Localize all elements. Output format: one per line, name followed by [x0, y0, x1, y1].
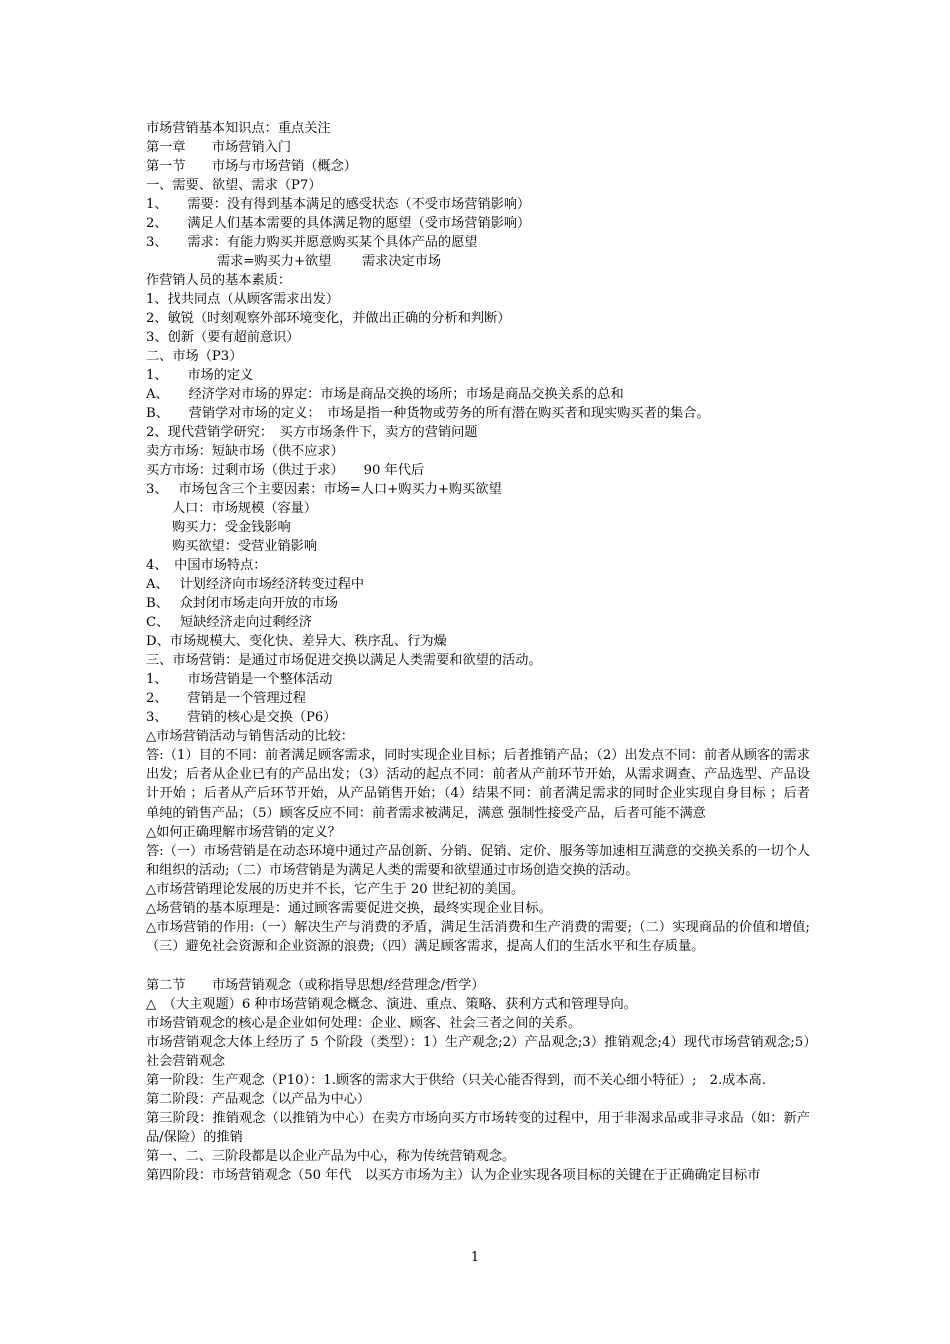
- text-line: 第一、二、三阶段都是以企业产品为中心，称为传统营销观念。: [146, 1149, 516, 1165]
- section-heading: 第二节 市场营销观念（或称指导思想/经营理念/哲学）: [146, 977, 485, 993]
- text-line: B、 营销学对市场的定义： 市场是指一种货物或劳务的所有潜在购买者和现实购买者的集合。: [146, 406, 710, 421]
- text-line: 卖方市场：短缺市场（供不应求）: [146, 444, 344, 459]
- chapter-heading: 第一章 市场营销入门: [146, 140, 292, 155]
- text-line: C、 短缺经济走向过剩经济: [146, 615, 312, 630]
- text-line: 4、 中国市场特点：: [146, 558, 267, 573]
- text-line: 人口：市场规模（容量）: [172, 501, 318, 516]
- text-line: 1、找共同点（从顾客需求出发）: [146, 292, 340, 307]
- text-line: 三、市场营销：是通过市场促进交换以满足人类需要和欲望的活动。: [146, 653, 542, 668]
- text-paragraph: 市场营销观念大体上经历了 5 个阶段（类型）：1）生产观念;2）产品观念;3）推销观念;4）现代市场营销观念;5） 社会营销观念: [146, 1034, 824, 1069]
- text-paragraph: △市场营销的作用:（一）解决生产与消费的矛盾，满足生活消费和生产消费的需要;（二）实现商品的价值和增值;（三）避免社会资源和企业资源的浪费;（四）满足顾客需求，提高人们的生活水平和生存质量。: [146, 920, 810, 955]
- section-heading: 第一节 市场与市场营销（概念）: [146, 159, 357, 174]
- doc-title: 市场营销基本知识点：重点关注: [146, 121, 331, 136]
- text-line: 购买力：受金钱影响: [172, 520, 291, 535]
- text-line: 二、市场（P3）: [146, 349, 243, 364]
- text-line: 第二阶段：产品观念（以产品为中心）: [146, 1092, 371, 1108]
- text-line: 2、 满足人们基本需要的具体满足物的愿望（受市场营销影响）: [146, 216, 531, 231]
- text-line: 购买欲望：受营业销影响: [172, 539, 318, 554]
- text-line: 3、 市场包含三个主要因素：市场=人口+购买力+购买欲望: [146, 482, 502, 497]
- text-line: B、 众封闭市场走向开放的市场: [146, 596, 338, 611]
- text-line: 1、 市场的定义: [146, 368, 254, 383]
- blank-line: [146, 957, 810, 976]
- text-line: D、市场规模大、变化快、差异大、秩序乱、行为燥: [146, 634, 447, 649]
- text-line: 市场营销观念的核心是企业如何处理：企业、顾客、社会三者之间的关系。: [146, 1015, 582, 1031]
- text-line: 第一阶段：生产观念（P10）：1.顾客的需求大于供给（只关心能否得到，而不关心细小特征）; 2.成本高.: [146, 1073, 766, 1089]
- text-line: A、 计划经济向市场经济转变过程中: [146, 577, 365, 592]
- text-line: △场营销的基本原理是：通过顾客需要促进交换，最终实现企业目标。: [146, 901, 552, 917]
- text-line: 需求=购买力+欲望 需求决定市场: [217, 254, 442, 269]
- text-line: 2、 营销是一个管理过程: [146, 691, 307, 706]
- text-line: 一、需要、欲望、需求（P7）: [146, 178, 322, 193]
- text-line: 2、现代营销学研究： 买方市场条件下，卖方的营销问题: [146, 425, 478, 440]
- text-line: △如何正确理解市场营销的定义？: [146, 824, 341, 840]
- page-number: 1: [470, 1250, 480, 1265]
- text-line: △ （大主观题）6 种市场营销观念概念、演进、重点、策略、获利方式和管理导向。: [146, 996, 637, 1012]
- text-line: △市场营销理论发展的历史并不长，它产生于 20 世纪初的美国。: [146, 882, 525, 898]
- text-line: △市场营销活动与销售活动的比较：: [146, 729, 354, 744]
- text-line: 第四阶段：市场营销观念（50 年代 以买方市场为主）认为企业实现各项目标的关键在于正确确定目标市: [146, 1168, 761, 1184]
- text-line: 作营销人员的基本素质：: [146, 273, 292, 288]
- text-paragraph: 答:（一）市场营销是在动态环境中通过产品创新、分销、促销、定价、服务等加速相互满意的交换关系的一切个人和组织的活动;（二）市场营销是为满足人类的需要和欲望通过市场创造交换的活动。: [146, 843, 810, 879]
- text-paragraph: 答:（1）目的不同：前者满足顾客需求，同时实现企业目标；后者推销产品；（2）出发点不同：前者从顾客的需求出发；后者从企业已有的产品出发；（3）活动的起点不同：前者从产前环节开始，从需求调查、产品选型、产品设计开始 ；后者从产后环节开始，从产品销售开始；（4）结果不同：前者满足需求的同时企业实现自身目标 ；后者单纯的销售产品；（5）顾客反应不同：前者需求被满足，满意 强制性接受产品，后者可能不满意: [146, 748, 810, 821]
- text-line: 3、 营销的核心是交换（P6）: [146, 710, 337, 725]
- text-line: A、 经济学对市场的界定：市场是商品交换的场所；市场是商品交换关系的总和: [146, 387, 624, 402]
- text-line: 2、敏锐（时刻观察外部环境变化，并做出正确的分析和判断）: [146, 311, 511, 326]
- document-body: [146, 119, 824, 1185]
- text-paragraph: 第三阶段：推销观念（以推销为中心）在卖方市场向买方市场转变的过程中，用于非渴求品或非寻求品（如：新产品/保险）的推销: [146, 1111, 810, 1146]
- text-line: 1、 需要：没有得到基本满足的感受状态（不受市场营销影响）: [146, 197, 531, 212]
- text-line: 买方市场：过剩市场（供过于求） 90 年代后: [146, 463, 425, 478]
- text-line: 3、 需求：有能力购买并愿意购买某个具体产品的愿望: [146, 235, 478, 250]
- text-line: 3、创新（要有超前意识）: [146, 330, 300, 345]
- text-line: 1、 市场营销是一个整体活动: [146, 672, 333, 687]
